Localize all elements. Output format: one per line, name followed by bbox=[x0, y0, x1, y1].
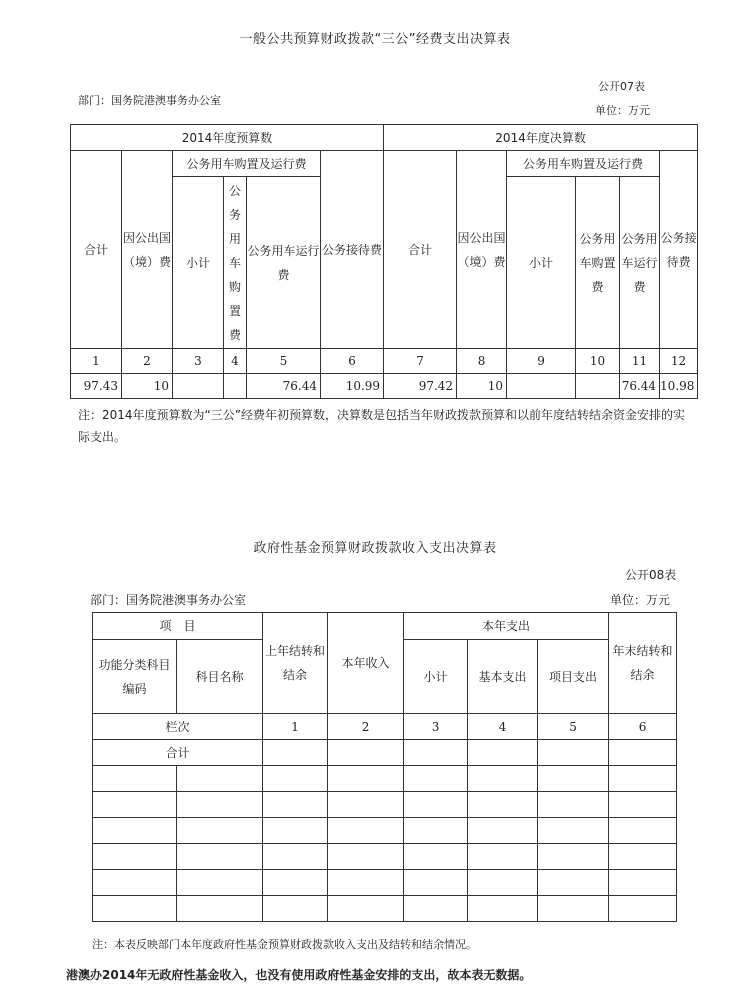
no-data-statement: 港澳办2014年无政府性基金收入，也没有使用政府性基金安排的支出，故本表无数据。 bbox=[66, 968, 532, 982]
budget-col-vehicle-group: 公务用车购置及运行费 bbox=[173, 151, 321, 177]
final-col-abroad: 因公出国（境）费 bbox=[457, 151, 507, 349]
final-header: 2014年度决算数 bbox=[384, 125, 698, 151]
three-public-expenses-table bbox=[70, 124, 698, 399]
col-number: 7 bbox=[384, 349, 457, 374]
budget-col-reception: 公务接待费 bbox=[321, 151, 384, 349]
col-number: 11 bbox=[620, 349, 660, 374]
final-col-subtotal: 小计 bbox=[507, 177, 576, 349]
table2-form-number: 公开08表 bbox=[625, 568, 677, 582]
col-number: 1 bbox=[71, 349, 122, 374]
value-cell bbox=[224, 374, 247, 399]
value-cell bbox=[173, 374, 224, 399]
income-header: 本年收入 bbox=[328, 613, 404, 714]
final-col-vehicle-group: 公务用车购置及运行费 bbox=[507, 151, 660, 177]
col-number: 12 bbox=[660, 349, 698, 374]
government-fund-table bbox=[92, 612, 677, 922]
budget-col-total: 合计 bbox=[71, 151, 122, 349]
subject-name-header: 科目名称 bbox=[177, 640, 263, 714]
empty-row bbox=[93, 870, 677, 896]
carryover-end-header: 年末结转和结余 bbox=[609, 613, 677, 714]
value-cell: 10 bbox=[122, 374, 173, 399]
table2-department: 部门：国务院港澳事务办公室 bbox=[90, 593, 247, 607]
value-cell: 76.44 bbox=[247, 374, 321, 399]
table1-note: 注：2014年度预算数为“三公”经费年初预算数，决算数是包括当年财政拨款预算和以前年度结转结余资金安排的实际支出。 bbox=[78, 408, 685, 444]
lanci-number: 6 bbox=[609, 714, 677, 740]
value-cell: 97.43 bbox=[71, 374, 122, 399]
empty-cell bbox=[263, 740, 328, 766]
budget-col-vehicle-operation: 公务用车运行费 bbox=[247, 177, 321, 349]
final-col-total: 合计 bbox=[384, 151, 457, 349]
budget-col-abroad: 因公出国（境）费 bbox=[122, 151, 173, 349]
value-cell bbox=[507, 374, 576, 399]
lanci-number: 5 bbox=[538, 714, 609, 740]
col-number: 4 bbox=[224, 349, 247, 374]
col-number: 2 bbox=[122, 349, 173, 374]
final-col-reception: 公务接待费 bbox=[660, 151, 698, 349]
empty-row bbox=[93, 818, 677, 844]
col-number: 8 bbox=[457, 349, 507, 374]
col-number: 9 bbox=[507, 349, 576, 374]
expense-subtotal-header: 小计 bbox=[404, 640, 468, 714]
budget-header: 2014年度预算数 bbox=[71, 125, 384, 151]
empty-cell bbox=[328, 740, 404, 766]
empty-cell bbox=[404, 740, 468, 766]
table1-department: 部门：国务院港澳事务办公室 bbox=[78, 94, 221, 107]
lanci-number: 1 bbox=[263, 714, 328, 740]
value-cell: 10.99 bbox=[321, 374, 384, 399]
basic-expense-header: 基本支出 bbox=[468, 640, 538, 714]
lanci-number: 4 bbox=[468, 714, 538, 740]
empty-row bbox=[93, 792, 677, 818]
col-number: 10 bbox=[576, 349, 620, 374]
table2-note: 注：本表反映部门本年度政府性基金预算财政拨款收入支出及结转和结余情况。 bbox=[92, 938, 477, 951]
empty-row bbox=[93, 766, 677, 792]
lanci-number: 2 bbox=[328, 714, 404, 740]
expense-group-header: 本年支出 bbox=[404, 613, 609, 640]
empty-cell bbox=[609, 740, 677, 766]
value-cell: 76.44 bbox=[620, 374, 660, 399]
table1-title: 一般公共预算财政拨款“三公”经费支出决算表 bbox=[239, 32, 511, 47]
value-cell: 10 bbox=[457, 374, 507, 399]
project-expense-header: 项目支出 bbox=[538, 640, 609, 714]
carryover-last-header: 上年结转和结余 bbox=[263, 613, 328, 714]
item-header: 项 目 bbox=[93, 613, 263, 640]
empty-cell bbox=[538, 740, 609, 766]
lanci-number: 3 bbox=[404, 714, 468, 740]
col-number: 3 bbox=[173, 349, 224, 374]
lanci-label: 栏次 bbox=[93, 714, 263, 740]
func-code-header: 功能分类科目编码 bbox=[93, 640, 177, 714]
total-row-label: 合计 bbox=[93, 740, 263, 766]
empty-row bbox=[93, 896, 677, 922]
empty-row bbox=[93, 844, 677, 870]
empty-cell bbox=[468, 740, 538, 766]
final-col-vehicle-purchase: 公务用车购置费 bbox=[576, 177, 620, 349]
budget-col-subtotal: 小计 bbox=[173, 177, 224, 349]
value-cell: 10.98 bbox=[660, 374, 698, 399]
table2-unit: 单位：万元 bbox=[610, 593, 671, 607]
col-number: 5 bbox=[247, 349, 321, 374]
final-col-vehicle-operation: 公务用车运行费 bbox=[620, 177, 660, 349]
value-cell bbox=[576, 374, 620, 399]
col-number: 6 bbox=[321, 349, 384, 374]
table2-title: 政府性基金预算财政拨款收入支出决算表 bbox=[253, 541, 497, 556]
table1-unit: 单位：万元 bbox=[595, 104, 650, 117]
table1-form-number: 公开07表 bbox=[598, 80, 645, 93]
budget-col-vehicle-purchase: 公务用车购置费 bbox=[224, 177, 247, 349]
value-cell: 97.42 bbox=[384, 374, 457, 399]
